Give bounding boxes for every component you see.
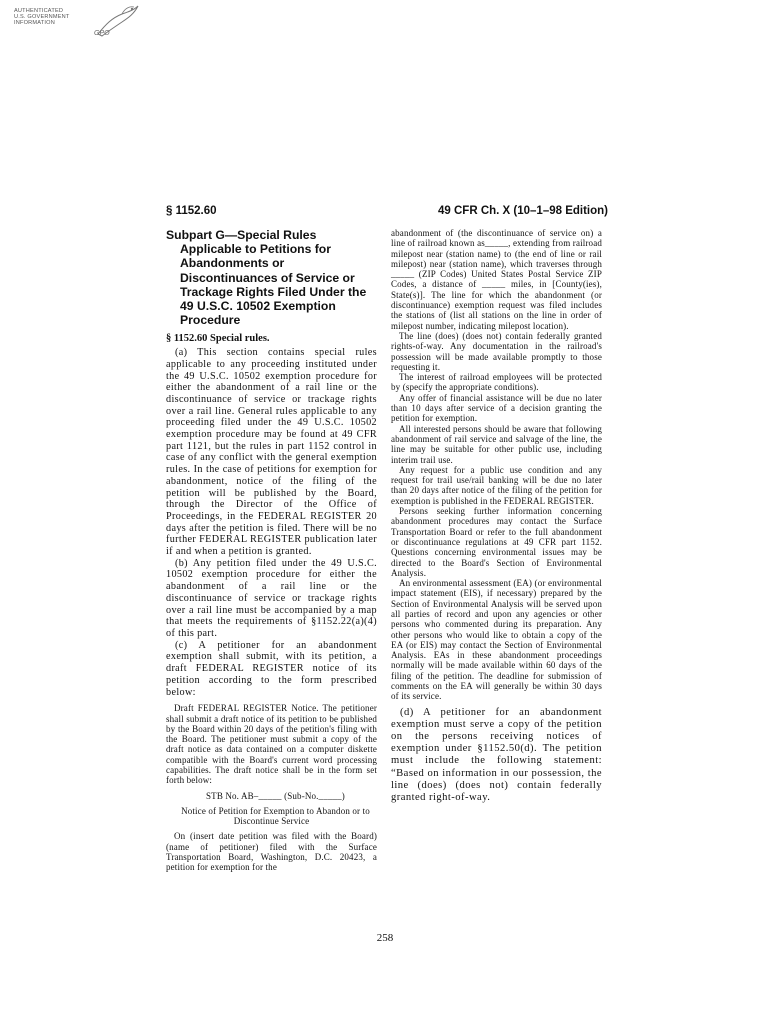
stamp-text (14, 8, 70, 27)
section-heading: § 1152.60 Special rules. (166, 333, 270, 345)
stamp-gpo-mark: GPO (94, 30, 110, 37)
draft-notice-instructions: Draft FEDERAL REGISTER Notice. The petitioner shall submit a draft notice of its petition to be published by the Board within 20 days of the petition's filing with the Board. The petitioner must submit a copy of the draft notice as data contained on a computer diskette compatible with the Board's current word processing capabilities. The draft notice shall be in the form set forth below: (166, 703, 377, 786)
notice-continuation: abandonment of (the discontinuance of service on) a line of railroad known as_____, extending from railroad milepost near (station name) to (the end of line or rail milepost) near (station name), which traverses through _____ (ZIP Codes) United States Postal Service ZIP Codes, a distance of _____ miles, in [County(ies), State(s)]. The line for which the abandonment (or discontinuance) exemption request was filed includes the stations of (list all stations on the line in order of milepost number, indicating milepost location). (391, 228, 602, 331)
notice-financial-assistance: Any offer of financial assistance will be due no later than 10 days after service of a decision granting the petition for exemption. (391, 392, 602, 424)
notice-trail-use: Any request for a public use condition and any request for trail use/rail banking will be due no later than 20 days after notice of the filing of the petition for exemption is published in the FEDERAL REGISTER. (391, 464, 602, 506)
running-header-title: 49 CFR Ch. X (10–1–98 Edition) (438, 205, 608, 217)
page-number: 258 (376, 932, 394, 944)
notice-title: Notice of Petition for Exemption to Abandon or to Discontinue Service (181, 805, 370, 827)
stamp-line: U.S. GOVERNMENT (14, 14, 70, 21)
notice-public-use: All interested persons should be aware that following abandonment of rail service and salvage of the line, the line may be suitable for other public use, including interim trail use. (391, 423, 602, 465)
left-column (166, 228, 377, 873)
paragraph-a: (a) This section contains special rules applicable to any proceeding instituted under the 49 U.S.C. 10502 exemption procedure for either the abandonment of a rail line or the discontinuance of service or trackage rights over a rail line. General rules applicable to any proceeding filed under the 49 U.S.C. 10502 exemption procedure may be found at 49 CFR part 1121, but the rules in part 1152 control in case of any conflict with the general exemption rules. In the case of petitions for exemption for abandonment, notice of the filing of the petition will be published by the Board, through the Director of the Office of Proceedings, in the FEDERAL REGISTER 20 days after the petition is filed. There will be no further FEDERAL REGISTER publication later if and when a petition is granted. (166, 347, 377, 558)
notice-environmental-assessment: An environmental assessment (EA) (or environmental impact statement (EIS), if necessary) prepared by the Section of Environmental Analysis will be served upon all parties of record and upon any agencies or other persons who commented during its preparation. Any other persons who would like to obtain a copy of the EA (or EIS) may contact the Section of Environmental Analysis. EAs in these abandonment proceedings normally will be made available within 60 days of the filing of the petition. The deadline for submission of comments on the EA will generally be within 30 days of its service. (391, 578, 602, 702)
paragraph-c: (c) A petitioner for an abandonment exemption shall submit, with its petition, a draft FEDERAL REGISTER notice of its petition according to the form prescribed below: (166, 639, 377, 698)
notice-further-information: Persons seeking further information concerning abandonment procedures may contact the Surface Transportation Board or refer to the full abandonment or discontinuance regulations at 49 CFR part 1152. Questions concerning environmental issues may be directed to the Board's Section of Environmental Analysis. (391, 506, 602, 578)
paragraph-d: (d) A petitioner for an abandonment exemption must serve a copy of the petition on the persons receiving notices of exemption under §1152.50(d). The petition must include the following statement: “Based on information in our possession, the line (does) (does not) contain federally granted right-of-way. (391, 706, 602, 804)
stamp-line: AUTHENTICATED (14, 8, 64, 14)
gpo-authentication-stamp (14, 4, 142, 52)
notice-rights-of-way: The line (does) (does not) contain federally granted rights-of-way. Any documentation in the railroad's possession will be made available promptly to those requesting it. (391, 330, 602, 372)
running-header-section: § 1152.60 (166, 205, 217, 217)
notice-body: On (insert date petition was filed with the Board) (name of petitioner) filed with the Surface Transportation Board, Washington, D.C. 20423, a petition for exemption for the (166, 831, 377, 873)
stb-docket-line: STB No. AB–_____ (Sub-No._____) (206, 790, 345, 801)
notice-employees: The interest of railroad employees will be protected by (specify the appropriate conditions). (391, 372, 602, 393)
stamp-line: INFORMATION (14, 20, 55, 27)
subpart-heading: Subpart G—Special Rules Applicable to Petitions for Abandonments or Discontinuances of Service or Trackage Rights Filed Under the 49 U.S.C. 10502 Exemption Procedure (166, 228, 367, 328)
paragraph-b: (b) Any petition filed under the 49 U.S.C. 10502 exemption procedure for either the abandonment of a rail line or the discontinuance of service or trackage rights over a rail line must be accompanied by a map that meets the requirements of §1152.22(a)(4) of this part. (166, 557, 377, 639)
right-column (391, 228, 602, 804)
